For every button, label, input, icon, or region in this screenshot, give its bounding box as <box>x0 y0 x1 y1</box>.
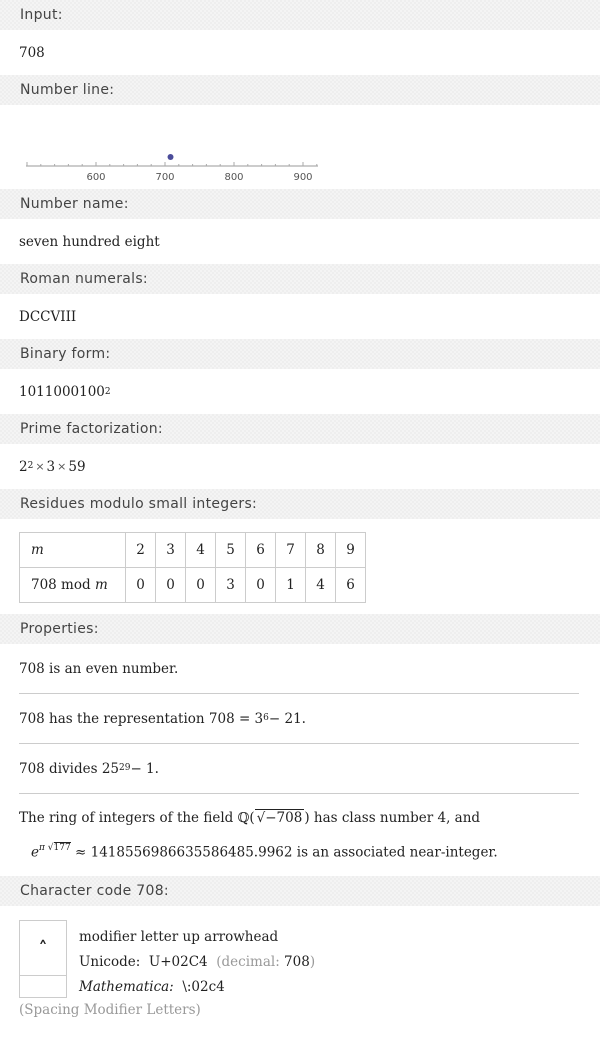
table-row <box>20 568 366 603</box>
residues-header: Residues modulo small integers: <box>0 489 600 519</box>
number-line-plot <box>0 105 320 189</box>
modulus-cell: 5 <box>216 533 246 568</box>
property-divides: 708 divides 25 $^{29}$ − 1. <box>19 744 579 794</box>
residue-cell: 0 <box>186 568 216 603</box>
row-label-mod: 708 mod m <box>20 568 126 603</box>
properties-header: Properties: <box>0 614 600 644</box>
residue-cell: 0 <box>126 568 156 603</box>
roman-value: DCCVIII <box>19 308 77 325</box>
minor-ticks <box>27 162 317 166</box>
input-header: Input: <box>0 0 600 30</box>
tick-label-600: 600 <box>86 172 106 183</box>
unicode-block: (Spacing Modifier Letters) <box>19 1002 201 1018</box>
character-section <box>0 906 600 1040</box>
modulus-cell: 6 <box>246 533 276 568</box>
residue-cell: 0 <box>246 568 276 603</box>
modulus-cell: 4 <box>186 533 216 568</box>
prime-value <box>0 444 600 489</box>
residues-section <box>0 519 600 614</box>
residue-cell: 4 <box>306 568 336 603</box>
input-value: 708 <box>19 44 45 61</box>
modulus-cell: 7 <box>276 533 306 568</box>
number-name-value: seven hundred eight <box>19 233 160 250</box>
prime-exponent: 2 <box>27 460 34 471</box>
roman-header: Roman numerals: <box>0 264 600 294</box>
prime-factor-3: 3 <box>46 458 56 475</box>
character-info <box>79 925 315 1000</box>
character-header: Character code 708: <box>0 876 600 906</box>
times-symbol: × <box>57 460 67 473</box>
residue-cell: 1 <box>276 568 306 603</box>
class-number-line: The ring of integers of the field ℚ( √−708 ) has class number 4, and <box>19 810 481 826</box>
prime-header: Prime factorization: <box>0 414 600 444</box>
property-class-number <box>19 794 600 876</box>
number-line-point <box>168 154 174 160</box>
character-name: modifier letter up arrowhead <box>79 929 279 945</box>
property-even: 708 is an even number. <box>19 644 579 694</box>
number-line-header: Number line: <box>0 75 600 105</box>
binary-header: Binary form: <box>0 339 600 369</box>
unicode-line: Unicode: U+02C4 (decimal: 708) <box>79 954 316 970</box>
number-name-header: Number name: <box>0 189 600 219</box>
glyph-box <box>19 920 67 998</box>
number-line-section <box>0 105 600 189</box>
residue-cell: 3 <box>216 568 246 603</box>
residue-cell: 0 <box>156 568 186 603</box>
table-row <box>20 533 366 568</box>
binary-value <box>0 369 600 414</box>
property-representation: 708 has the representation 708 = 3 $^6$ − 21. <box>19 694 579 744</box>
binary-base: 2 <box>104 386 111 397</box>
tick-label-900: 900 <box>293 172 313 183</box>
prime-factor-59: 59 <box>68 458 86 475</box>
times-symbol: × <box>35 460 45 473</box>
residue-cell: 6 <box>336 568 366 603</box>
modulus-cell: 8 <box>306 533 336 568</box>
tick-label-800: 800 <box>224 172 244 183</box>
mathematica-line: Mathematica: \:02c4 <box>79 979 225 995</box>
residues-table <box>19 532 366 603</box>
binary-digits: 1011000100 <box>19 383 105 400</box>
modulus-cell: 3 <box>156 533 186 568</box>
prime-base: 2 <box>19 458 28 475</box>
tick-label-700: 700 <box>155 172 175 183</box>
modulus-cell: 2 <box>126 533 156 568</box>
near-integer-line: $e^{\pi √177} \approx 1418556986635586485.9962$ is an associated near-integer. <box>31 843 498 861</box>
glyph-display: ˄ <box>20 921 66 976</box>
row-label-m: m <box>20 533 126 568</box>
modulus-cell: 9 <box>336 533 366 568</box>
